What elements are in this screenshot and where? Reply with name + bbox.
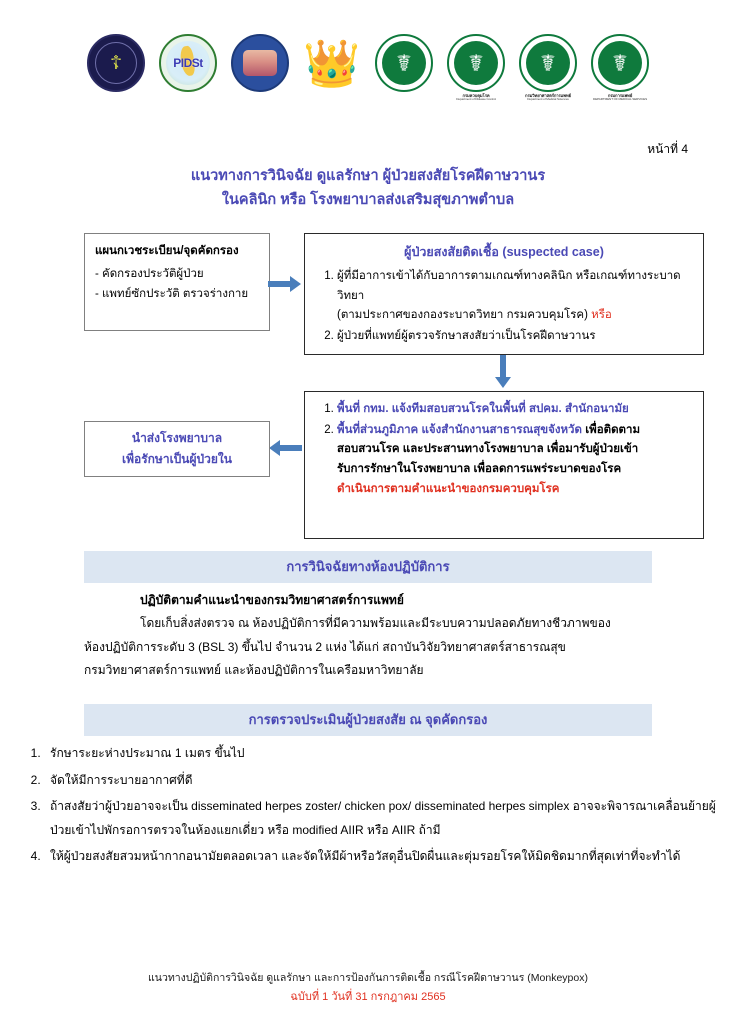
flow-box-suspected-case xyxy=(304,233,704,355)
logo-dermatological-society xyxy=(229,34,291,92)
ddc-caption-th: กรมควบคุมโรค xyxy=(462,93,490,98)
suspected-case-heading-en: (suspected case) xyxy=(502,244,604,259)
flow-box-registry xyxy=(84,233,270,331)
suspected-case-item-1-line2: (ตามประกาศของกองระบาดวิทยา กรมควบคุมโรค) xyxy=(337,309,588,322)
registry-line-2: - แพทย์ซักประวัติ ตรวจร่างกาย xyxy=(95,287,249,300)
notification-item-2-black: เพื่อติดตาม xyxy=(585,423,641,436)
logo-department-of-medical-services xyxy=(589,34,651,102)
notification-item-2-line2: สอบสวนโรค และประสานทางโรงพยาบาล เพื่อมารับผู้ป่วยเข้า xyxy=(337,443,639,456)
dms-caption-th: กรมวิทยาศาสตร์การแพทย์ xyxy=(525,93,571,98)
notification-item-2-red: ดำเนินการตามคำแนะนำของกรมควบคุมโรค xyxy=(337,482,560,495)
screening-item-4: 4. ให้ผู้ป่วยสงสัยสวมหน้ากากอนามัยตลอดเวลา และจัดให้มีผ้าหรือวัสดุอื่นปิดผื่นและตุ่มรอยโรคให้มิดชิดมากที่สุดเท่าที่จะทำได้ xyxy=(44,845,736,868)
pidst-wordmark: PIDSt xyxy=(173,56,203,70)
page-number: หน้าที่ 4 xyxy=(647,142,688,156)
dmsv-caption-th: กรมการแพทย์ xyxy=(607,93,633,98)
suspected-case-heading xyxy=(315,242,693,262)
logo-department-of-disease-control xyxy=(445,34,507,102)
notification-item-2-line3: รับการรักษาในโรงพยาบาล เพื่อลดการแพร่ระบาดของโรค xyxy=(337,463,622,476)
dms-emblem-icon: ☤ xyxy=(519,34,577,92)
pidst-emblem-icon xyxy=(159,34,217,92)
logo-pidst xyxy=(157,34,219,92)
flowchart xyxy=(0,231,736,551)
suspected-case-item-1-line1: ผู้ที่มีอาการเข้าได้กับอาการตามเกณฑ์ทางคลินิก หรือเกณฑ์ทางระบาดวิทยา xyxy=(337,269,681,302)
suspected-case-item-2: 2. ผู้ป่วยที่แพทย์ผู้ตรวจรักษาสงสัยว่าเป็นโรคฝีดาษวานร xyxy=(337,327,693,347)
notification-item-2-blue: พื้นที่ส่วนภูมิภาค แจ้งสำนักงานสาธารณสุขจังหวัด xyxy=(337,423,582,436)
registry-line-1: - คัดกรองประวัติผู้ป่วย xyxy=(95,267,204,280)
notification-item-1 xyxy=(337,400,693,420)
suspected-case-item-1 xyxy=(337,267,693,326)
dmsv-caption-en: DEPARTMENT OF MEDICAL SERVICES xyxy=(592,97,648,102)
garuda-emblem-icon: 👑 xyxy=(303,37,361,89)
arrow-right-icon xyxy=(268,275,302,298)
flow-box-notification xyxy=(304,391,704,539)
screening-item-3: 3. ถ้าสงสัยว่าผู้ป่วยอาจจะเป็น disseminated herpes zoster/ chicken pox/ disseminated herpes simplex อาจจะพิจารณาเคลื่อนย้ายผู้ป่วยเข้าไปพักรอการตรวจในห้องแยกเดี่ยว หรือ modified AIIR หรือ AIIR ถ้ามี xyxy=(44,795,736,842)
logo-strip xyxy=(0,0,736,116)
dms-caption-en: Department of Medical Sciences xyxy=(527,97,569,102)
flow-box-refer-hospital xyxy=(84,421,270,477)
suspected-case-item-1-or: หรือ xyxy=(591,309,612,322)
laboratory-paragraph-line3: กรมวิทยาศาสตร์การแพทย์ และห้องปฏิบัติการในเครือมหาวิทยาลัย xyxy=(84,663,424,678)
page-footer xyxy=(0,969,736,1008)
refer-line-2: เพื่อรักษาเป็นผู้ป่วยใน xyxy=(122,451,232,466)
ddc-emblem-icon: ☤ xyxy=(447,34,505,92)
suspected-case-list xyxy=(315,267,693,347)
section-band-laboratory: การวินิจฉัยทางห้องปฏิบัติการ xyxy=(84,551,652,583)
notification-item-2 xyxy=(337,421,693,500)
page-title xyxy=(0,165,736,213)
laboratory-paragraph-line2: ห้องปฏิบัติการระดับ 3 (BSL 3) ขึ้นไป จำนวน 2 แห่ง ได้แก่ สถาบันวิจัยวิทยาศาสตร์สาธารณสุข xyxy=(84,639,566,654)
registry-title: แผนกเวชระเบียน/จุดคัดกรอง xyxy=(95,244,239,257)
ddc-caption-en: Department of Disease Control xyxy=(456,97,496,102)
dermatology-emblem-icon xyxy=(231,34,289,92)
arrow-left-icon xyxy=(268,439,302,462)
notification-list xyxy=(315,400,693,500)
screening-list xyxy=(0,742,736,868)
dmsv-emblem-icon: ☤ xyxy=(591,34,649,92)
refer-line-1: นำส่งโรงพยาบาล xyxy=(131,431,223,446)
footer-line-1: แนวทางปฏิบัติการวินิจฉัย ดูแลรักษา และการป้องกันการติดเชื้อ กรณีโรคฝีดาษวานร (Monkeypox) xyxy=(148,972,588,985)
logo-royal-college xyxy=(85,34,147,92)
logo-ministry-of-public-health xyxy=(373,34,435,92)
arrow-down-icon xyxy=(494,355,512,394)
section-band-screening: การตรวจประเมินผู้ป่วยสงสัย ณ จุดคัดกรอง xyxy=(84,704,652,736)
laboratory-paragraph-line1: โดยเก็บสิ่งส่งตรวจ ณ ห้องปฏิบัติการที่มีความพร้อมและมีระบบความปลอดภัยทางชีวภาพของ xyxy=(140,616,611,631)
royal-college-emblem-icon: ☦ xyxy=(87,34,145,92)
suspected-case-heading-th: ผู้ป่วยสงสัยติดเชื้อ xyxy=(404,244,499,259)
laboratory-body xyxy=(84,583,652,683)
footer-line-2: ฉบับที่ 1 วันที่ 31 กรกฎาคม 2565 xyxy=(290,991,446,1004)
screening-item-2: 2. จัดให้มีการระบายอากาศที่ดี xyxy=(44,769,736,792)
page-title-line2: ในคลินิก หรือ โรงพยาบาลส่งเสริมสุขภาพตำบล xyxy=(221,191,515,208)
screening-item-1: 1. รักษาระยะห่างประมาณ 1 เมตร ขึ้นไป xyxy=(44,742,736,765)
laboratory-lead: ปฏิบัติตามคำแนะนำของกรมวิทยาศาสตร์การแพทย์ xyxy=(140,592,404,607)
moph-emblem-icon: ☤ xyxy=(375,34,433,92)
notification-item-1-text: พื้นที่ กทม. แจ้งทีมสอบสวนโรคในพื้นที่ สปคม. สำนักอนามัย xyxy=(337,402,629,415)
logo-department-of-medical-sciences xyxy=(517,34,579,102)
page-title-line1: แนวทางการวินิจฉัย ดูแลรักษา ผู้ป่วยสงสัยโรคฝีดาษวานร xyxy=(190,168,546,184)
logo-garuda xyxy=(301,34,363,92)
